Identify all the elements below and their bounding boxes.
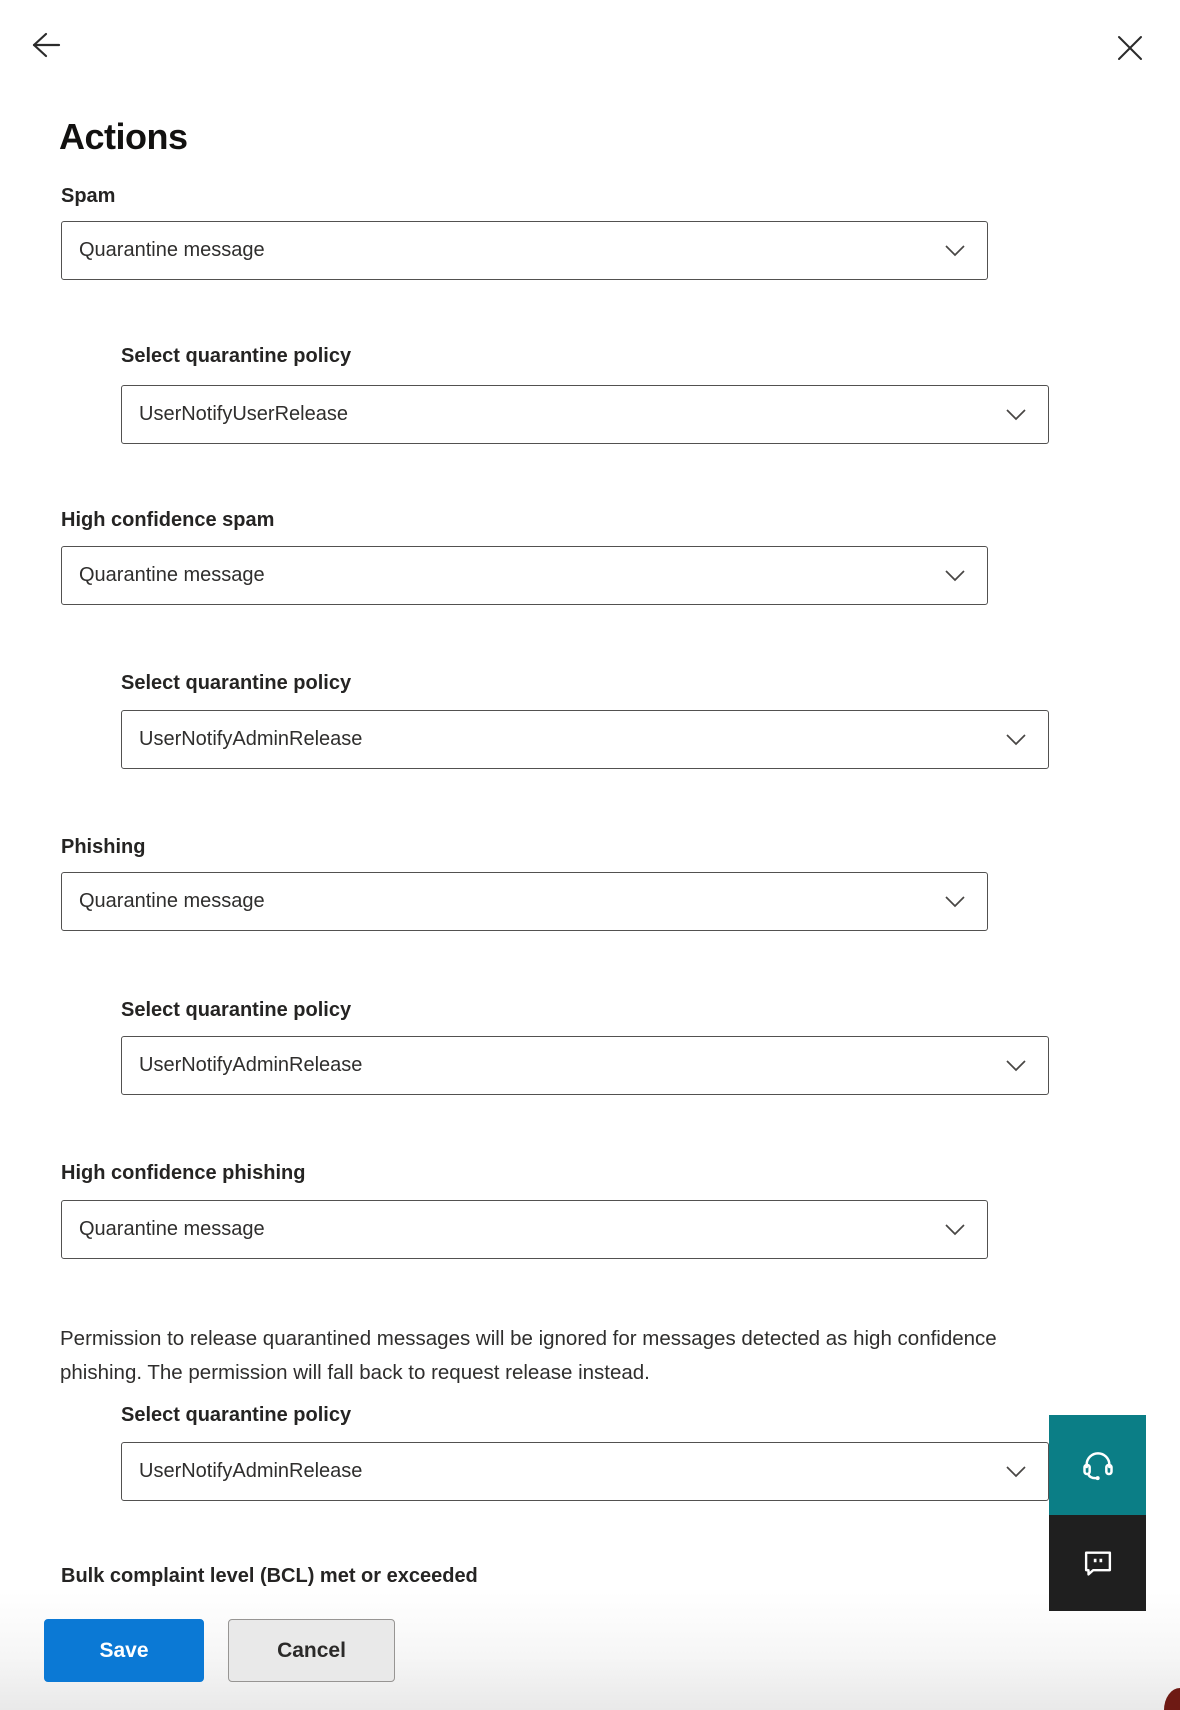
phishing-action-value: Quarantine message xyxy=(79,890,265,912)
chevron-down-icon xyxy=(1006,1060,1026,1072)
hcp-permission-note: Permission to release quarantined messages will be ignored for messages detected as high confidence phishing. The permission will fall back to request release instead. xyxy=(60,1326,997,1384)
close-button[interactable] xyxy=(1110,28,1150,68)
spam-quarantine-policy-label: Select quarantine policy xyxy=(121,345,352,367)
high-confidence-spam-label: High confidence spam xyxy=(61,509,275,531)
chevron-down-icon xyxy=(945,245,965,257)
bulk-complaint-level-label: Bulk complaint level (BCL) met or exceeded xyxy=(61,1565,478,1587)
arrow-left-icon xyxy=(26,26,62,62)
chat-bubble-icon xyxy=(1079,1544,1117,1582)
spam-quarantine-policy-dropdown[interactable] xyxy=(121,385,1049,444)
high-confidence-spam-action-dropdown[interactable] xyxy=(61,546,988,605)
phishing-quarantine-policy-value: UserNotifyAdminRelease xyxy=(139,1054,363,1076)
high-confidence-phishing-action-value: Quarantine message xyxy=(79,1218,265,1240)
chevron-down-icon xyxy=(1006,409,1026,421)
hcs-quarantine-policy-dropdown[interactable] xyxy=(121,710,1049,769)
close-icon xyxy=(1114,32,1146,64)
save-button[interactable]: Save xyxy=(44,1619,204,1682)
phishing-label: Phishing xyxy=(61,836,146,858)
phishing-action-dropdown[interactable] xyxy=(61,872,988,931)
hcs-quarantine-policy-value: UserNotifyAdminRelease xyxy=(139,728,363,750)
contact-support-button[interactable] xyxy=(1049,1415,1146,1515)
chevron-down-icon xyxy=(1006,734,1026,746)
hcs-quarantine-policy-label: Select quarantine policy xyxy=(121,672,352,694)
hcp-quarantine-policy-label: Select quarantine policy xyxy=(121,1404,352,1426)
spam-label: Spam xyxy=(61,185,116,207)
cancel-button[interactable]: Cancel xyxy=(228,1619,395,1682)
spam-action-value: Quarantine message xyxy=(79,239,265,261)
hcp-quarantine-policy-value: UserNotifyAdminRelease xyxy=(139,1460,363,1482)
headset-icon xyxy=(1078,1445,1118,1485)
chevron-down-icon xyxy=(945,1224,965,1236)
high-confidence-spam-action-value: Quarantine message xyxy=(79,564,265,586)
high-confidence-phishing-action-dropdown[interactable] xyxy=(61,1200,988,1259)
spam-action-dropdown[interactable] xyxy=(61,221,988,280)
chevron-down-icon xyxy=(945,570,965,582)
page-title: Actions xyxy=(59,116,188,158)
feedback-chat-button[interactable] xyxy=(1049,1515,1146,1611)
phishing-quarantine-policy-label: Select quarantine policy xyxy=(121,999,352,1021)
back-button[interactable] xyxy=(24,24,64,64)
help-widget xyxy=(1049,1415,1146,1611)
chevron-down-icon xyxy=(945,896,965,908)
spam-quarantine-policy-value: UserNotifyUserRelease xyxy=(139,403,348,425)
high-confidence-phishing-label: High confidence phishing xyxy=(61,1162,306,1184)
hcp-quarantine-policy-dropdown[interactable] xyxy=(121,1442,1049,1501)
phishing-quarantine-policy-dropdown[interactable] xyxy=(121,1036,1049,1095)
footer-bar xyxy=(0,1592,1180,1710)
chevron-down-icon xyxy=(1006,1466,1026,1478)
